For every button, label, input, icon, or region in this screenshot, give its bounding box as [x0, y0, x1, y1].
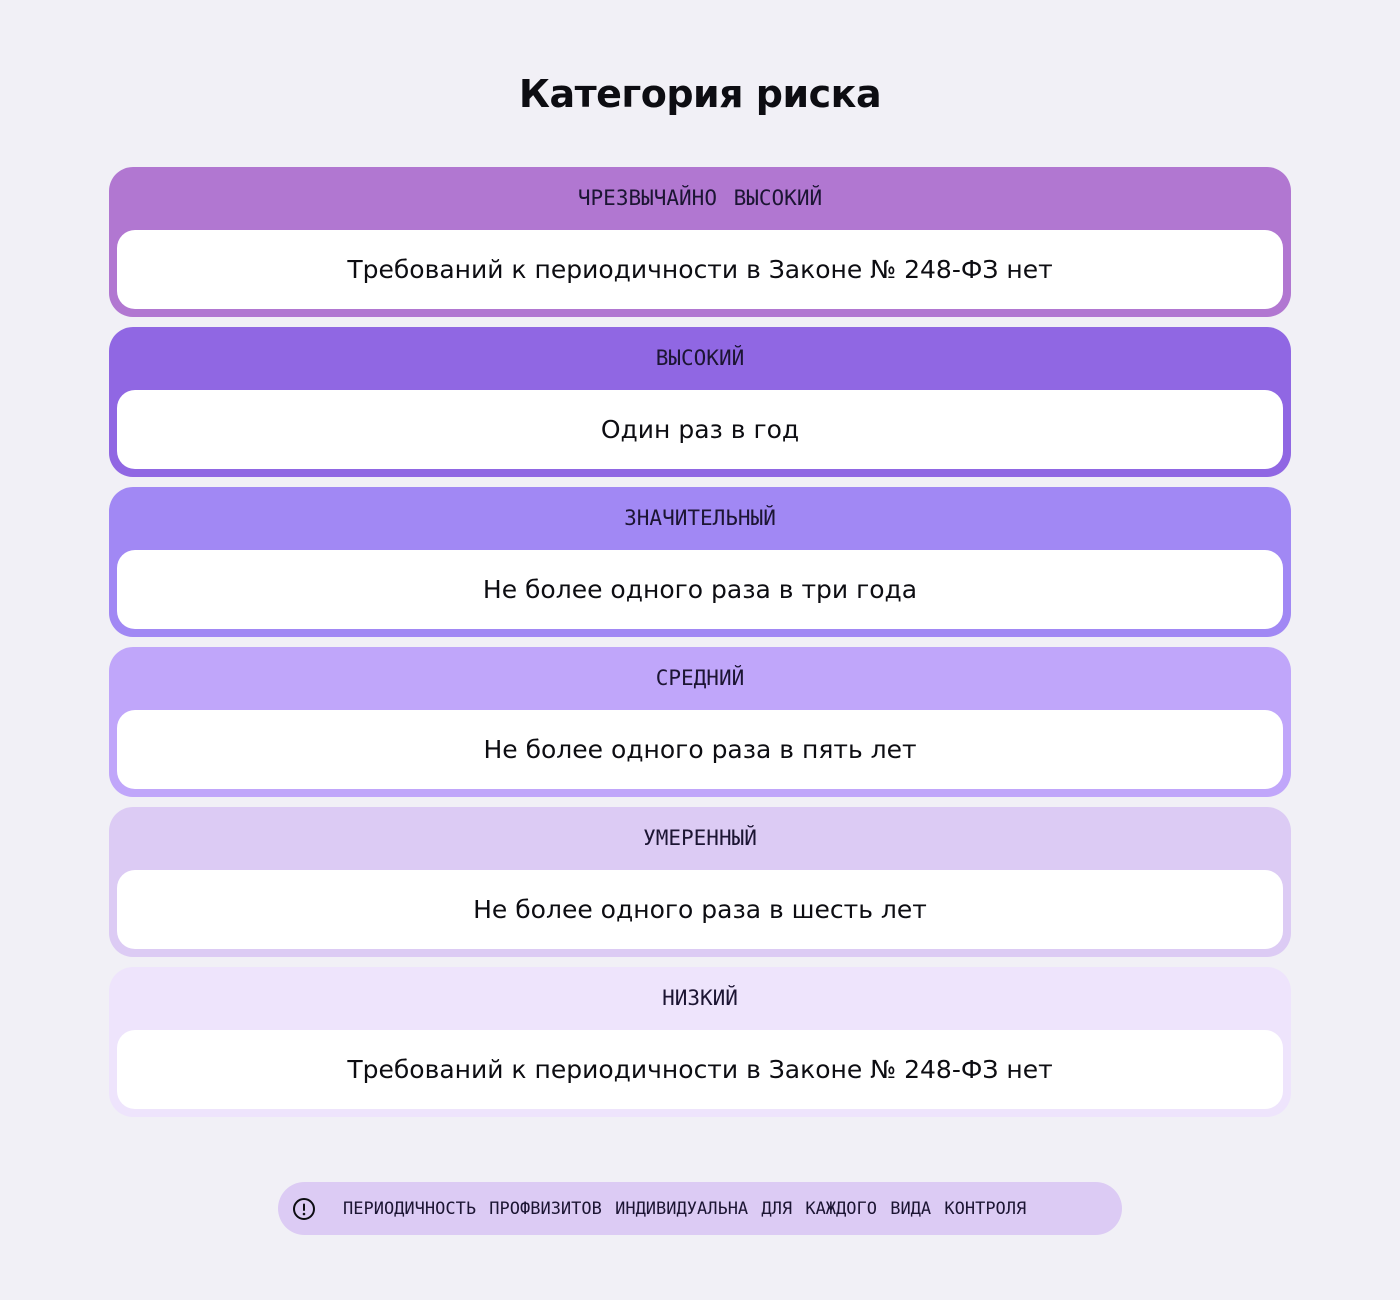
- risk-category-low: [109, 967, 1291, 1117]
- note-bar: [278, 1182, 1122, 1235]
- category-label: ЧРЕЗВЫЧАЙНО ВЫСОКИЙ: [577, 186, 823, 210]
- risk-category-list: [109, 167, 1291, 1127]
- page-title: Категория риска: [518, 72, 882, 116]
- note-text: ПЕРИОДИЧНОСТЬ ПРОФВИЗИТОВ ИНДИВИДУАЛЬНА ДЛЯ КАЖДОГО ВИДА КОНТРОЛЯ: [343, 1198, 1027, 1219]
- category-label: НИЗКИЙ: [662, 986, 738, 1010]
- exclamation-circle-icon: [292, 1197, 316, 1221]
- risk-category-high: [109, 327, 1291, 477]
- risk-category-medium: [109, 647, 1291, 797]
- category-value: Один раз в год: [117, 390, 1283, 469]
- category-value: Требований к периодичности в Законе № 248-ФЗ нет: [117, 230, 1283, 309]
- category-value: Не более одного раза в шесть лет: [117, 870, 1283, 949]
- risk-category-significant: [109, 487, 1291, 637]
- risk-category-moderate: [109, 807, 1291, 957]
- category-label: ЗНАЧИТЕЛЬНЫЙ: [624, 506, 776, 530]
- category-value: Требований к периодичности в Законе № 248-ФЗ нет: [117, 1030, 1283, 1109]
- category-value: Не более одного раза в три года: [117, 550, 1283, 629]
- risk-category-extremely-high: [109, 167, 1291, 317]
- category-label: ВЫСОКИЙ: [655, 346, 745, 370]
- category-label: СРЕДНИЙ: [655, 666, 745, 690]
- category-label: УМЕРЕННЫЙ: [643, 826, 757, 850]
- category-value: Не более одного раза в пять лет: [117, 710, 1283, 789]
